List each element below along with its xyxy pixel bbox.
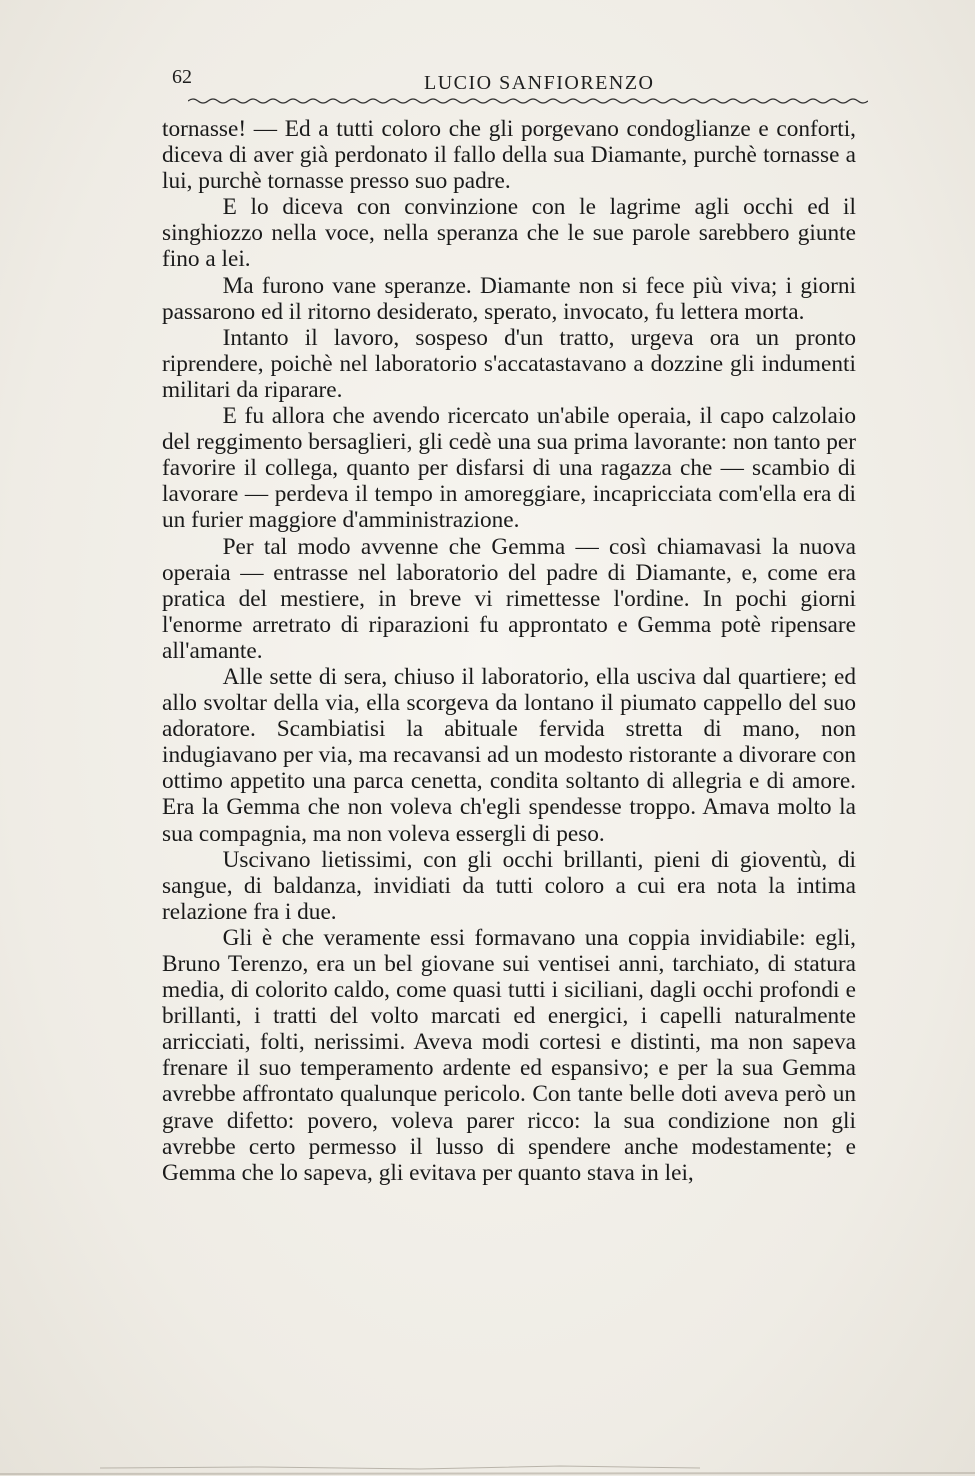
page-header [172, 62, 862, 98]
paragraph-5: E fu allora che avendo ricercato un'abile operaia, il capo calzolaio del reggimento bersaglieri, gli cedè una sua prima lavorante: non tanto per favorire il collega, quanto per disfarsi di una ragazza che — scambio di lavorare — perdeva il tempo in amoreggiare, incapricciata com'ella era di un furier maggiore d'amministrazione. [162, 403, 856, 534]
paragraph-7: Alle sette di sera, chiuso il laboratorio, ella usciva dal quartiere; ed allo svoltar della via, ella scorgeva da lontano il piumato cappello del suo adoratore. Scambiatisi la abituale fervida stretta di mano, non indugiavano per via, ma recavansi ad un modesto ristorante a divorare con ottimo appetito una parca cenetta, condita soltanto di allegria e di amore. Era la Gemma che non voleva ch'egli spendesse troppo. Amava molto la sua compagnia, ma non voleva essergli di peso. [162, 663, 856, 847]
paragraph-4: Intanto il lavoro, sospeso d'un tratto, urgeva ora un pronto riprendere, poichè nel laboratorio s'accatastavano a dozzine gli indumenti militari da riparare. [162, 324, 856, 403]
paragraph-8: Uscivano lietissimi, con gli occhi brillanti, pieni di gioventù, di sangue, di baldanza, invidiati da tutti coloro a cui era nota la intima relazione fra i due. [162, 846, 856, 925]
paragraph-6: Per tal modo avvenne che Gemma — così chiamavasi la nuova operaia — entrasse nel laboratorio del padre di Diamante, e, come era pratica del mestiere, in breve vi rimettesse l'ordine. In pochi giorni l'enorme arretrato di riparazioni fu approntato e Gemma potè ripensare all'amante. [162, 533, 856, 664]
paragraph-3: Ma furono vane speranze. Diamante non si fece più viva; i giorni passarono ed il ritorno desiderato, sperato, invocato, fu lettera morta. [162, 272, 856, 325]
running-title: LUCIO SANFIORENZO [424, 72, 655, 94]
scan-edge-artifact [0, 1440, 975, 1476]
body-text [162, 116, 856, 1186]
paragraph-9: Gli è che veramente essi formavano una coppia invidiabile: egli, Bruno Terenzo, era un bel giovane sui ventisei anni, tarchiato, di statura media, di colorito caldo, come quasi tutti i siciliani, dagli occhi profondi e brillanti, i tratti del volto marcati ed energici, i capelli naturalmente arricciati, folti, nerissimi. Aveva modi cortesi e distinti, ma non sapeva frenare il suo temperamento ardente ed espansivo; e per la sua Gemma avrebbe affrontato qualunque pericolo. Con tante belle doti aveva però un grave difetto: povero, voleva parer ricco: la sua condizione non gli avrebbe certo permesso il lusso di spendere anche modestamente; e Gemma che lo sapeva, gli evitava per quanto stava in lei, [162, 924, 856, 1186]
paragraph-2: E lo diceva con convinzione con le lagrime agli occhi ed il singhiozzo nella voce, nella speranza che le sue parole sarebbero giunte fino a lei. [162, 194, 856, 273]
page-number: 62 [172, 66, 192, 88]
wavy-rule-ornament [188, 96, 868, 106]
paragraph-1: tornasse! — Ed a tutti coloro che gli porgevano condoglianze e conforti, diceva di aver già perdonato il fallo della sua Diamante, purchè tornasse a lui, purchè tornasse presso suo padre. [162, 116, 856, 195]
